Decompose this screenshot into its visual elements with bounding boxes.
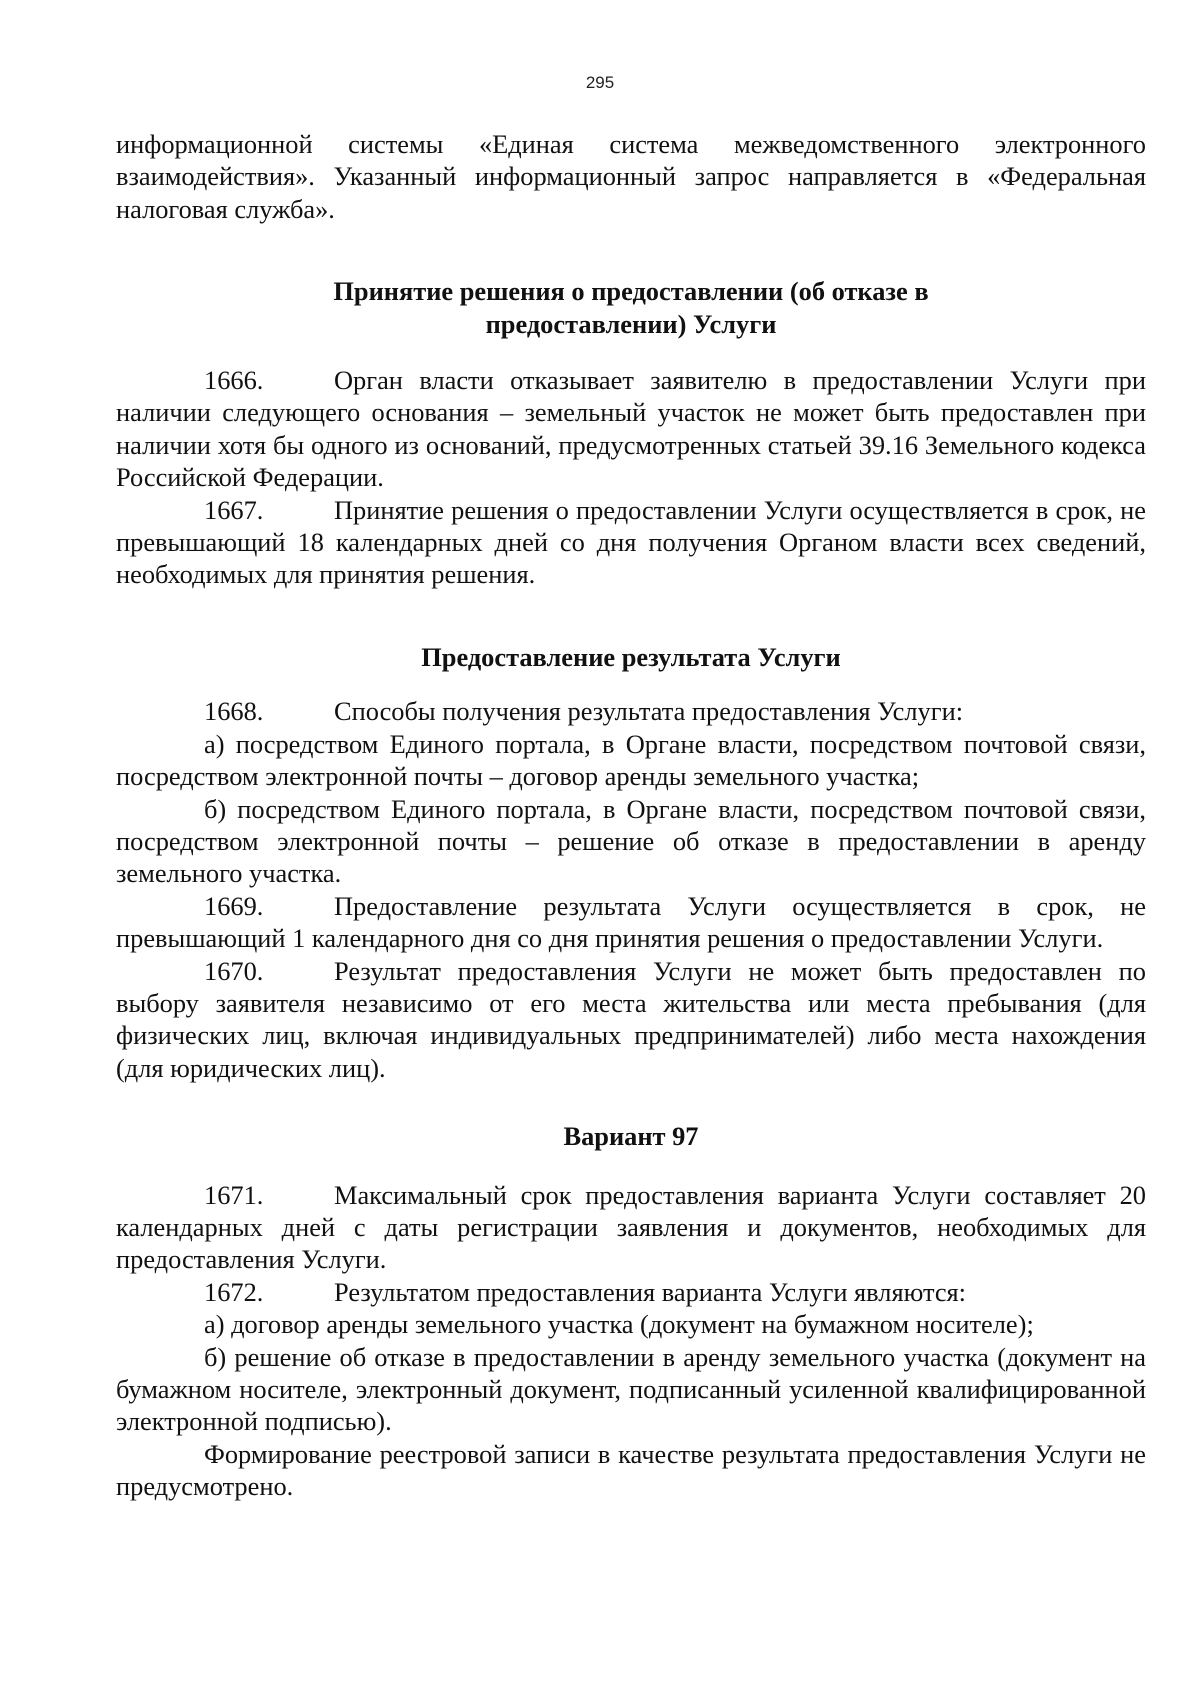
subitem-a: а) посредством Единого портала, в Органе власти, посредством почтовой связи, посредством электронной почты – договор аренды земельного участка; — [116, 728, 1146, 792]
paragraph-number: 1666. — [204, 365, 264, 396]
paragraph-text: Принятие решения о предоставлении Услуги осуществляется в срок, не превышающий 18 календарных дней со дня получения Органом власти всех сведений, необходимых для принятия решения. — [116, 494, 1146, 590]
document-body — [116, 128, 1146, 1503]
paragraph-1668 — [116, 695, 1146, 727]
section-heading-result: Предоставление результата Услуги — [421, 641, 841, 672]
intro-paragraph: информационной системы «Единая система межведомственного электронного взаимодействия». Указанный информационный запрос направляется в «Федеральная налоговая служба». — [116, 129, 1146, 224]
final-paragraph: Формирование реестровой записи в качестве результата предоставления Услуги не предусмотрено. — [116, 1438, 1146, 1502]
paragraph-number: 1671. — [204, 1179, 264, 1210]
paragraph-1671 — [116, 1179, 1146, 1276]
paragraph-1667 — [116, 494, 1146, 591]
paragraph-1670 — [116, 955, 1146, 1085]
paragraph-number: 1669. — [204, 890, 264, 921]
page-number: 295 — [585, 73, 615, 92]
paragraph-1672 — [116, 1276, 1146, 1308]
paragraph-text: Результатом предоставления варианта Услуги являются: — [334, 1276, 967, 1307]
paragraph-text: Результат предоставления Услуги не может быть предоставлен по выбору заявителя независимо от его места жительства или места пребывания (для физических лиц, включая индивидуальных предпринимателей) либо места нахождения (для юридических лиц). — [116, 955, 1146, 1083]
paragraph-number: 1668. — [204, 696, 264, 727]
paragraph-1666 — [116, 364, 1146, 494]
paragraph-text: Предоставление результата Услуги осуществляется в срок, не превышающий 1 календарного дня со дня принятия решения о предоставлении Услуги. — [116, 890, 1146, 954]
paragraph-1669 — [116, 890, 1146, 955]
section-heading-decision: Принятие решения о предоставлении (об отказе в предоставлении) Услуги — [333, 276, 929, 339]
paragraph-number: 1672. — [204, 1276, 264, 1307]
section-heading-variant: Вариант 97 — [563, 1121, 699, 1152]
paragraph-number: 1667. — [204, 494, 264, 525]
subitem-a: а) договор аренды земельного участка (документ на бумажном носителе); — [204, 1309, 1034, 1340]
paragraph-text: Максимальный срок предоставления варианта Услуги составляет 20 календарных дней с даты регистрации заявления и документов, необходимых для предоставления Услуги. — [116, 1179, 1146, 1275]
subitem-b: б) посредством Единого портала, в Органе власти, посредством почтовой связи, посредством электронной почты – решение об отказе в предоставлении в аренду земельного участка. — [116, 793, 1146, 889]
subitem-b: б) решение об отказе в предоставлении в аренду земельного участка (документ на бумажном носителе, электронный документ, подписанный усиленной квалифицированной электронной подписью). — [116, 1341, 1146, 1437]
paragraph-text: Способы получения результата предоставления Услуги: — [334, 696, 964, 727]
paragraph-number: 1670. — [204, 955, 264, 986]
paragraph-text: Орган власти отказывает заявителю в предоставлении Услуги при наличии следующего основания – земельный участок не может быть предоставлен при наличии хотя бы одного из оснований, предусмотренных статьей 39.16 Земельного кодекса Российской Федерации. — [116, 365, 1146, 493]
